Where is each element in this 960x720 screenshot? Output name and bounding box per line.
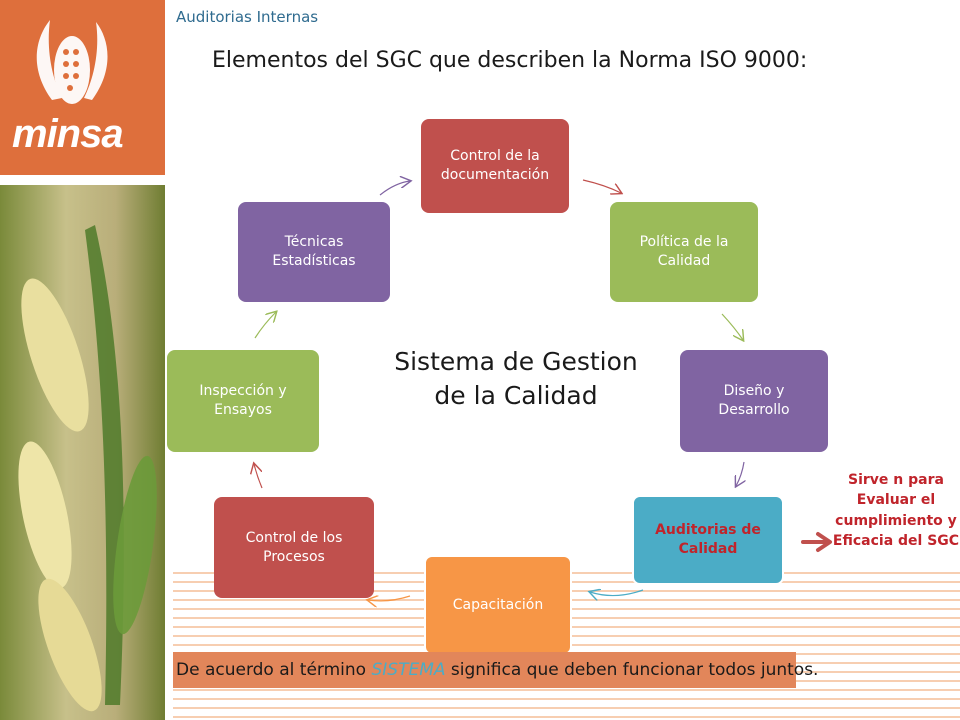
center-label-line2: de la Calidad [434,380,598,410]
node-tecnicas: Técnicas Estadísticas [238,202,390,302]
brand-logo: minsa [12,112,123,156]
node-inspeccion: Inspección y Ensayos [167,350,319,452]
node-diseno: Diseño y Desarrollo [680,350,828,452]
footer-text [176,660,818,680]
diagram-center-label [380,345,652,413]
node-auditorias: Auditorias de Calidad [632,495,784,585]
arrow-doc-to-politica [583,180,621,193]
arrow-diseno-to-auditorias [736,462,744,486]
node-documentacion: Control de la documentación [421,119,569,213]
side-note: Sirve n para Evaluar el cumplimiento y Eficacia del SGC [832,472,960,549]
arrow-auditorias-to-capacitacion [590,590,643,596]
node-politica: Política de la Calidad [610,202,758,302]
breadcrumb: Auditorias Internas [176,8,319,26]
footer-text-after: significa que deben funcionar todos juntos. [445,660,819,680]
center-label-line1: Sistema de Gestion [394,347,638,376]
node-procesos: Control de los Procesos [214,497,374,598]
node-capacitacion: Capacitación [424,555,572,655]
arrow-inspeccion-to-tecnicas [255,312,276,338]
arrow-tecnicas-to-doc [380,181,410,195]
arrow-capacitacion-to-procesos [368,596,410,601]
footer-text-before: De acuerdo al término [176,660,372,680]
arrow-procesos-to-inspeccion [254,464,262,488]
page-title: Elementos del SGC que describen la Norma ISO 9000: [212,48,808,73]
arrow-politica-to-diseno [722,314,743,340]
footer-emphasis: SISTEMA [371,660,446,680]
